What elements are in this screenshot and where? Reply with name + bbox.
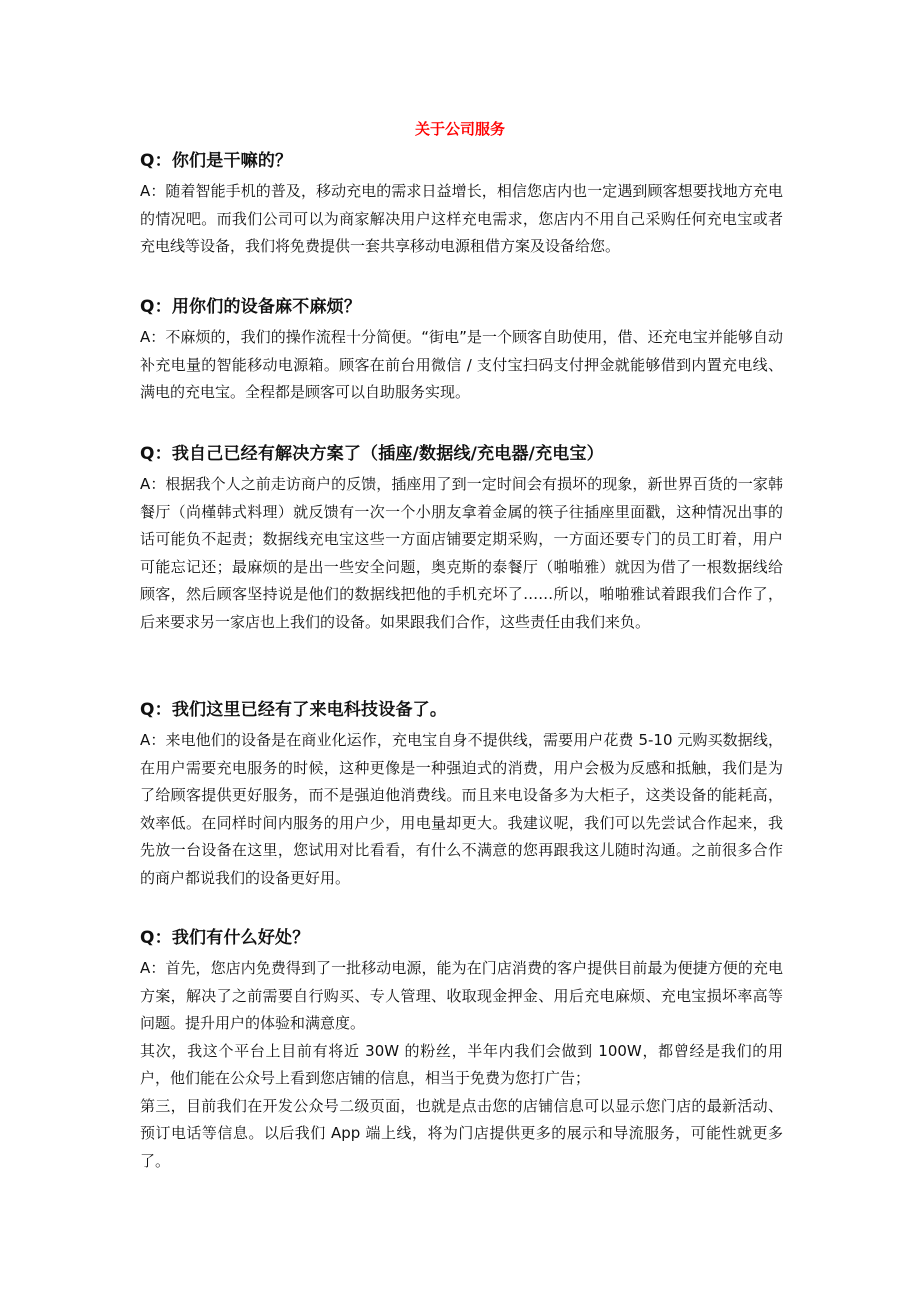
answer-paragraph-third: 第三，目前我们在开发公众号二级页面，也就是点击您的店铺信息可以显示您门店的最新活动、预订电话等信息。以后我们 App 端上线，将为门店提供更多的展示和导流服务，可能性就更多了。	[140, 1096, 783, 1170]
qa-item-competitor-device	[140, 697, 783, 892]
answer-paragraph: A：不麻烦的，我们的操作流程十分简便。“街电”是一个顾客自助使用，借、还充电宝并能够自动补充电量的智能移动电源箱。顾客在前台用微信 / 支付宝扫码支付押金就能够借到内置充电线、满电的充电宝。全程都是顾客可以自助服务实现。	[140, 328, 783, 401]
question-heading: Q：用你们的设备麻不麻烦？	[140, 297, 362, 317]
qa-item-existing-solution	[140, 441, 783, 636]
document-title: 关于公司服务	[414, 120, 505, 138]
qa-item-what-we-do	[140, 148, 783, 261]
answer-paragraph: A：来电他们的设备是在商业化运作，充电宝自身不提供线，需要用户花费 5-10 元购买数据线，在用户需要充电服务的时候，这种更像是一种强迫式的消费，用户会极为反感和抵触，我们是为了给顾客提供更好服务，而不是强迫他消费线。而且来电设备多为大柜子，这类设备的能耗高，效率低。在同样时间内服务的用户少，用电量却更大。我建议呢，我们可以先尝试合作起来，我先放一台设备在这里，您试用对比看看，有什么不满意的您再跟我这儿随时沟通。之前很多合作的商户都说我们的设备更好用。	[140, 731, 783, 887]
qa-item-is-it-troublesome	[140, 294, 783, 407]
answer-paragraph-second: 其次，我这个平台上目前有将近 30W 的粉丝，半年内我们会做到 100W，都曾经是我们的用户，他们能在公众号上看到您店铺的信息，相当于免费为您打广告；	[140, 1041, 783, 1087]
question-heading: Q：我自己已经有解决方案了（插座/数据线/充电器/充电宝）	[140, 444, 604, 464]
question-heading: Q：我们有什么好处？	[140, 928, 310, 948]
answer-paragraph: A：根据我个人之前走访商户的反馈，插座用了到一定时间会有损坏的现象，新世界百货的一家韩餐厅（尚槿韩式料理）就反馈有一次一个小朋友拿着金属的筷子往插座里面戳，这种情况出事的话可能负不起责；数据线充电宝这些一方面店铺要定期采购，一方面还要专门的员工盯着，用户可能忘记还；最麻烦的是出一些安全问题，奥克斯的泰餐厅（啪啪雅）就因为借了一根数据线给顾客，然后顾客坚持说是他们的数据线把他的手机充坏了……所以，啪啪雅试着跟我们合作了，后来要求另一家店也上我们的设备。如果跟我们合作，这些责任由我们来负。	[140, 475, 783, 631]
answer-paragraph: A：随着智能手机的普及，移动充电的需求日益增长，相信您店内也一定遇到顾客想要找地方充电的情况吧。而我们公司可以为商家解决用户这样充电需求，您店内不用自己采购任何充电宝或者充电线等设备，我们将免费提供一套共享移动电源租借方案及设备给您。	[140, 182, 783, 255]
question-heading: Q：我们这里已经有了来电科技设备了。	[140, 700, 448, 720]
question-heading: Q：你们是干嘛的？	[140, 151, 293, 171]
qa-item-benefits	[140, 925, 783, 1175]
answer-paragraph-first: A：首先，您店内免费得到了一批移动电源，能为在门店消费的客户提供目前最为便捷方便的充电方案，解决了之前需要自行购买、专人管理、收取现金押金、用后充电麻烦、充电宝损坏率高等问题。提升用户的体验和满意度。	[140, 959, 783, 1032]
